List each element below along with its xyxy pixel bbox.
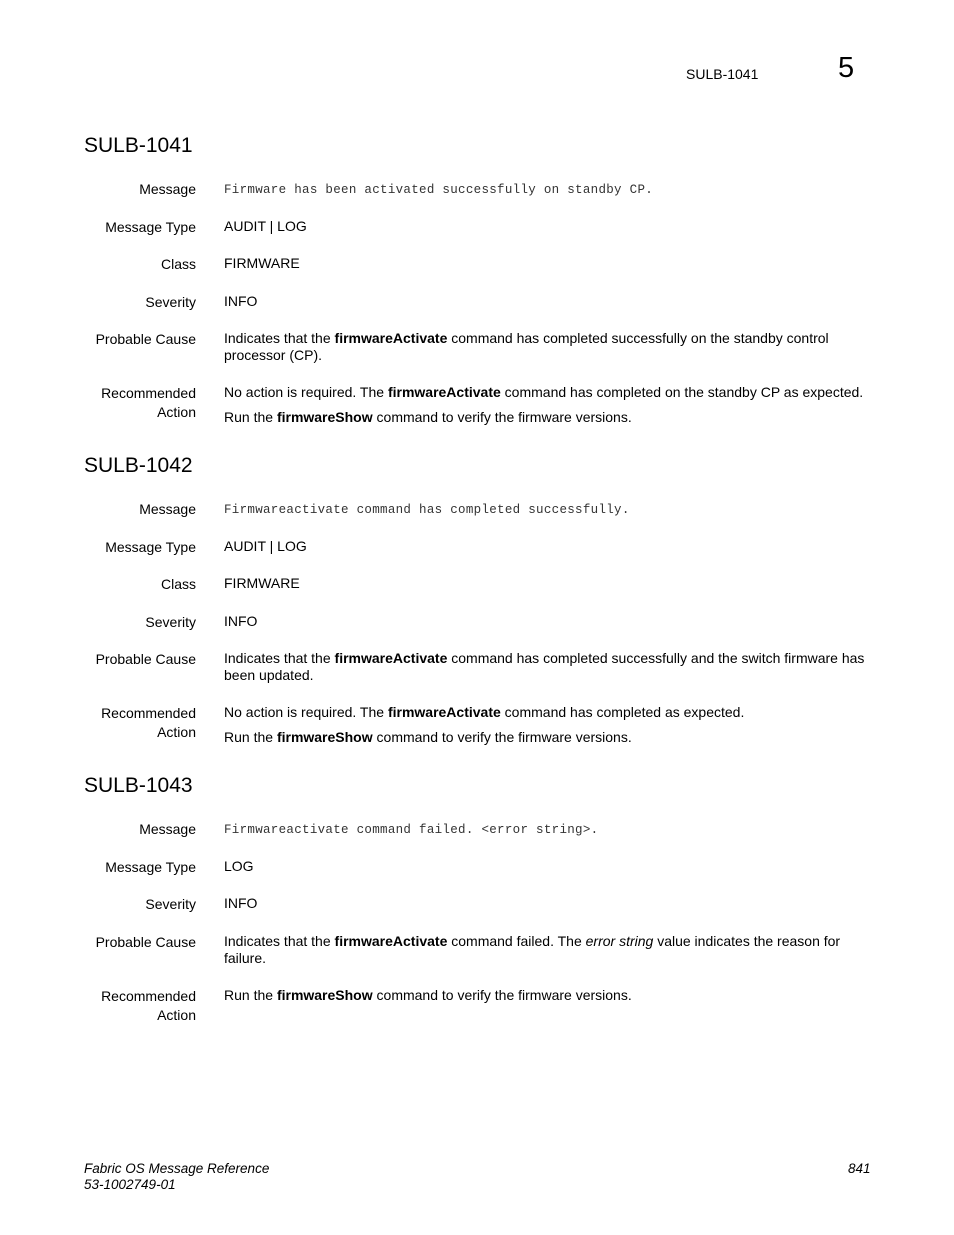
- field-label: Message: [139, 821, 196, 837]
- label-line: Action: [157, 404, 196, 420]
- field-value: FIRMWARE: [224, 255, 300, 271]
- command-name: firmwareActivate: [387, 704, 501, 720]
- field-label: Class: [160, 256, 196, 272]
- label-line: Action: [157, 1007, 196, 1023]
- label-line: Action: [157, 724, 196, 740]
- command-name: firmwareShow: [276, 987, 373, 1003]
- field-value: Firmwareactivate command has completed successfully.: [224, 503, 630, 517]
- field-value: INFO: [224, 613, 258, 629]
- cause-text: Indicates that the: [224, 330, 335, 346]
- section-title: SULB-1042: [84, 454, 193, 477]
- field-value: Firmware has been activated successfully on standby CP.: [224, 183, 654, 197]
- command-name: firmwareActivate: [334, 330, 448, 346]
- field-value: [224, 330, 874, 364]
- field-label: Class: [160, 576, 196, 592]
- field-label: Severity: [145, 294, 196, 310]
- field-label: Message Type: [105, 859, 196, 875]
- command-name: firmwareActivate: [334, 650, 448, 666]
- field-label: Probable Cause: [95, 651, 196, 667]
- field-value: INFO: [224, 293, 258, 309]
- action-paragraph: Run the firmwareShow command to verify the firmware versions.: [224, 729, 632, 745]
- field-value: [224, 933, 874, 967]
- cause-text: command has completed successfully on the standby control processor (CP).: [224, 330, 829, 363]
- field-value: AUDIT | LOG: [224, 218, 307, 234]
- footer-doc-info: [84, 1161, 269, 1193]
- field-label: Message Type: [105, 219, 196, 235]
- field-value: Firmwareactivate command failed. <error string>.: [224, 823, 599, 837]
- field-label: Severity: [145, 614, 196, 630]
- field-value: FIRMWARE: [224, 575, 300, 591]
- field-value: [224, 987, 874, 1004]
- field-label: Message: [139, 181, 196, 197]
- action-paragraph: No action is required. The firmwareActivate command has completed as expected.: [224, 704, 745, 720]
- field-label: Message Type: [105, 539, 196, 555]
- field-label: [56, 384, 196, 422]
- footer-doc-number: 53-1002749-01: [84, 1177, 176, 1192]
- variable-name: error string: [585, 933, 654, 949]
- field-label: Probable Cause: [95, 934, 196, 950]
- section-title: SULB-1043: [84, 774, 193, 797]
- cause-text: command failed. The: [447, 933, 586, 949]
- page-number: 841: [848, 1161, 871, 1176]
- field-label: [56, 704, 196, 742]
- section-title: SULB-1041: [84, 134, 193, 157]
- label-line: Recommended: [101, 988, 196, 1004]
- field-value: [224, 704, 874, 746]
- action-paragraph: Run the firmwareShow command to verify the firmware versions.: [224, 987, 632, 1003]
- command-name: firmwareShow: [276, 729, 373, 745]
- action-paragraph: Run the firmwareShow command to verify the firmware versions.: [224, 409, 632, 425]
- cause-text: Indicates that the: [224, 650, 335, 666]
- command-name: firmwareActivate: [387, 384, 501, 400]
- field-value: LOG: [224, 858, 254, 874]
- field-label: Message: [139, 501, 196, 517]
- field-value: AUDIT | LOG: [224, 538, 307, 554]
- field-label: Probable Cause: [95, 331, 196, 347]
- field-value: INFO: [224, 895, 258, 911]
- running-header: SULB-1041: [686, 66, 759, 82]
- label-line: Recommended: [101, 705, 196, 721]
- action-paragraph: No action is required. The firmwareActivate command has completed on the standby CP as expected.: [224, 384, 864, 400]
- field-value: [224, 384, 874, 426]
- cause-text: Indicates that the: [224, 933, 335, 949]
- command-name: firmwareShow: [276, 409, 373, 425]
- chapter-number: 5: [838, 52, 855, 84]
- field-label: Severity: [145, 896, 196, 912]
- field-value: [224, 650, 874, 684]
- field-label: [56, 987, 196, 1025]
- cause-text: value indicates the reason for failure.: [224, 933, 841, 966]
- cause-text: command has completed successfully and the switch firmware has been updated.: [224, 650, 865, 683]
- footer-title: Fabric OS Message Reference: [84, 1161, 270, 1176]
- label-line: Recommended: [101, 385, 196, 401]
- command-name: firmwareActivate: [334, 933, 448, 949]
